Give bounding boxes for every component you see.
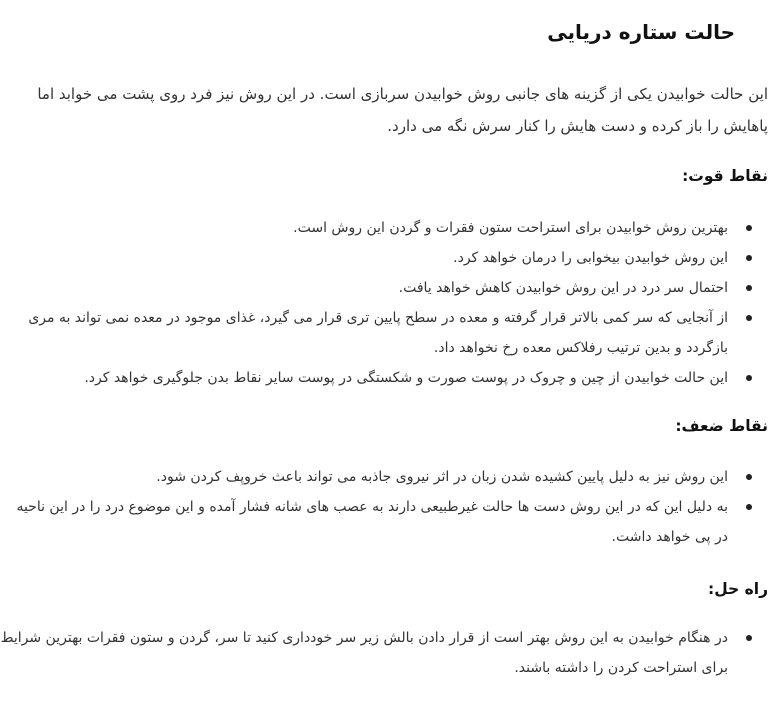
solution-list (0, 623, 768, 683)
list-item (0, 213, 768, 243)
list-item-text: بهترین روش خوابیدن برای استراحت ستون فقرات و گردن این روش است. (293, 220, 728, 236)
bullet-icon (746, 255, 752, 261)
strengths-heading: نقاط قوت: (682, 167, 768, 185)
bullet-icon (746, 474, 752, 480)
list-item-text: احتمال سر درد در این روش خوابیدن کاهش خواهد یافت. (398, 280, 728, 296)
bullet-icon (746, 285, 752, 291)
bullet-icon (746, 375, 752, 381)
strengths-list (0, 213, 768, 393)
bullet-icon (746, 225, 752, 231)
list-item (0, 623, 768, 683)
article-title: حالت ستاره دریایی (547, 20, 735, 44)
solution-heading: راه حل: (708, 580, 768, 598)
list-item-text: این حالت خوابیدن از چین و چروک در پوست صورت و شکستگی در پوست سایر نقاط بدن جلوگیری خواهد کرد. (84, 370, 728, 386)
list-item (0, 462, 768, 492)
weaknesses-list (0, 462, 768, 552)
list-item (0, 363, 768, 393)
list-item (0, 273, 768, 303)
list-item-text: از آنجایی که سر کمی بالاتر قرار گرفته و معده در سطح پایین تری قرار می گیرد، غذای موجود در معده نمی تواند به مری بازگردد و بدین ترتیب رفلاکس معده رخ نخواهد داد. (28, 310, 728, 356)
list-item-text: این روش نیز به دلیل پایین کشیده شدن زبان در اثر نیروی جاذبه می تواند باعث خروپف کردن شود. (156, 469, 728, 485)
list-item-text: این روش خوابیدن بیخوابی را درمان خواهد کرد. (453, 250, 728, 266)
list-item-text: به دلیل این که در این روش دست ها حالت غیرطبیعی دارند به عصب های شانه فشار آمده و این موضوع درد را در این ناحیه در پی خواهد داشت. (16, 499, 728, 545)
weaknesses-heading: نقاط ضعف: (675, 417, 768, 435)
list-item (0, 492, 768, 552)
bullet-icon (746, 504, 752, 510)
list-item-text: در هنگام خوابیدن به این روش بهتر است از قرار دادن بالش زیر سر خودداری کنید تا سر، گردن و ستون فقرات بهترین شرایط برای استراحت کردن را داشته باشند. (0, 630, 728, 676)
bullet-icon (746, 635, 752, 641)
list-item (0, 243, 768, 273)
bullet-icon (746, 315, 752, 321)
intro-paragraph: این حالت خوابیدن یکی از گزینه های جانبی روش خوابیدن سربازی است. در این روش نیز فرد روی پشت می خوابد اما پاهایش را باز کرده و دست هایش را کنار سرش نگه می دارد. (37, 85, 768, 135)
list-item (0, 303, 768, 363)
